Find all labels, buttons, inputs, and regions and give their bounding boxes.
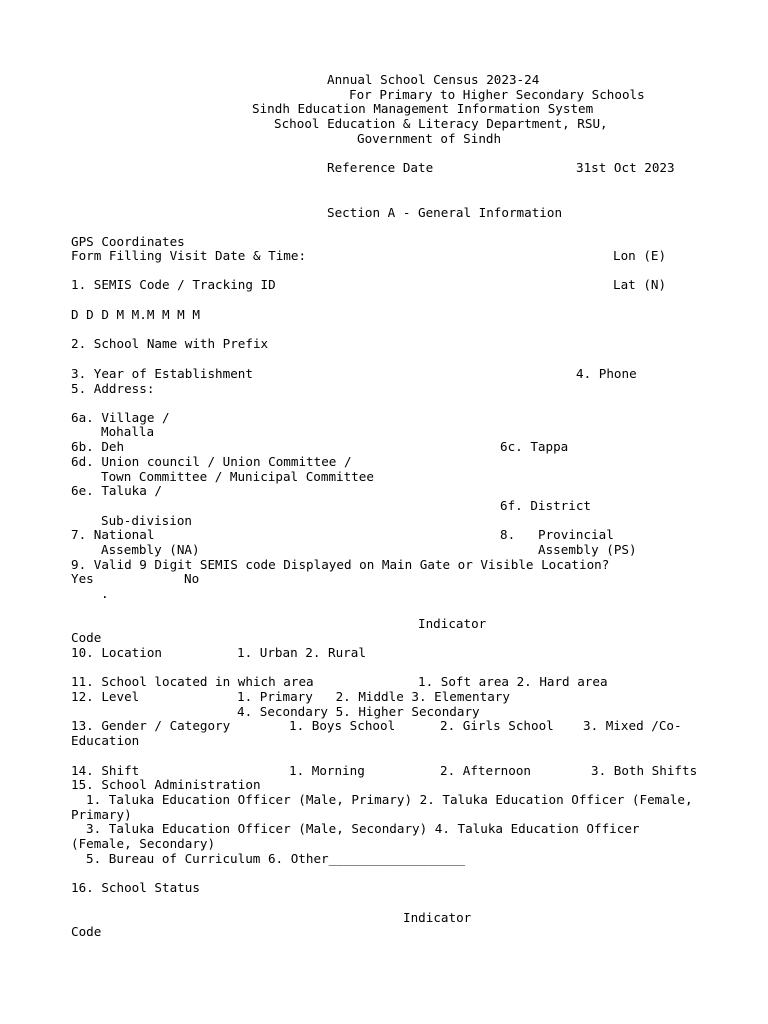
gender-option-mixed-cont: Education <box>71 733 140 748</box>
phone-label: 4. Phone <box>576 366 637 381</box>
indicator-heading-2: Indicator <box>403 910 472 925</box>
coordinate-format: D D D M M.M M M M <box>71 307 200 322</box>
subdivision-label: Sub-division <box>101 513 192 528</box>
union-council-label: 6d. Union council / Union Committee / <box>71 454 352 469</box>
visit-date-label: Form Filling Visit Date & Time: <box>71 248 307 263</box>
town-committee-label: Town Committee / Municipal Committee <box>101 469 374 484</box>
yes-option: Yes <box>71 571 94 586</box>
level-label: 12. Level <box>71 689 140 704</box>
administration-options-1: 1. Taluka Education Officer (Male, Primary) 2. Taluka Education Officer (Female, <box>86 792 693 807</box>
gender-option-girls: 2. Girls School <box>440 718 554 733</box>
gender-option-boys: 1. Boys School <box>289 718 396 733</box>
no-option: No <box>184 571 200 586</box>
district-label: 6f. District <box>500 498 591 513</box>
village-label: 6a. Village / <box>71 410 170 425</box>
level-options-1: 1. Primary 2. Middle 3. Elementary <box>237 689 510 704</box>
government-name: Government of Sindh <box>357 131 502 146</box>
administration-options-1-cont: Primary) <box>71 807 132 822</box>
area-label: 11. School located in which area <box>71 674 314 689</box>
gender-option-mixed: 3. Mixed /Co- <box>583 718 682 733</box>
tappa-label: 6c. Tappa <box>500 439 569 454</box>
level-options-2: 4. Secondary 5. Higher Secondary <box>237 704 480 719</box>
semis-display-question: 9. Valid 9 Digit SEMIS code Displayed on Main Gate or Visible Location? <box>71 557 610 572</box>
provincial-assembly-suffix: Assembly (PS) <box>538 542 637 557</box>
administration-options-2: 3. Taluka Education Officer (Male, Secondary) 4. Taluka Education Officer <box>86 821 640 836</box>
shift-option-both: 3. Both Shifts <box>591 763 698 778</box>
gender-label: 13. Gender / Category <box>71 718 231 733</box>
census-title: Annual School Census 2023-24 <box>327 72 540 87</box>
national-assembly-label: 7. National <box>71 527 155 542</box>
indicator-heading: Indicator <box>418 616 487 631</box>
code-heading: Code <box>71 630 102 645</box>
area-options: 1. Soft area 2. Hard area <box>418 674 608 689</box>
address-label: 5. Address: <box>71 381 155 396</box>
lat-label: Lat (N) <box>613 277 667 292</box>
shift-option-morning: 1. Morning <box>289 763 365 778</box>
location-options: 1. Urban 2. Rural <box>237 645 366 660</box>
school-status-label: 16. School Status <box>71 880 200 895</box>
gps-label: GPS Coordinates <box>71 234 185 249</box>
provincial-number: 8. <box>500 527 516 542</box>
shift-option-afternoon: 2. Afternoon <box>440 763 531 778</box>
administration-options-2-cont: (Female, Secondary) <box>71 836 216 851</box>
school-name-label: 2. School Name with Prefix <box>71 336 269 351</box>
system-name: Sindh Education Management Information System <box>252 101 594 116</box>
reference-date-label: Reference Date <box>327 160 434 175</box>
reference-date-value: 31st Oct 2023 <box>576 160 675 175</box>
census-subtitle: For Primary to Higher Secondary Schools <box>349 87 645 102</box>
location-label: 10. Location <box>71 645 162 660</box>
code-heading-2: Code <box>71 924 102 939</box>
shift-label: 14. Shift <box>71 763 140 778</box>
semis-code-label: 1. SEMIS Code / Tracking ID <box>71 277 276 292</box>
provincial-assembly-label: Provincial <box>538 527 614 542</box>
administration-options-3: 5. Bureau of Curriculum 6. Other__________________ <box>86 851 466 866</box>
department-name: School Education & Literacy Department, RSU, <box>274 116 608 131</box>
lon-label: Lon (E) <box>613 248 667 263</box>
deh-label: 6b. Deh <box>71 439 125 454</box>
section-title: Section A - General Information <box>327 205 563 220</box>
administration-label: 15. School Administration <box>71 777 261 792</box>
national-assembly-suffix: Assembly (NA) <box>101 542 200 557</box>
taluka-label: 6e. Taluka / <box>71 483 162 498</box>
dot-mark: . <box>101 586 109 601</box>
mohalla-label: Mohalla <box>101 424 155 439</box>
year-establishment-label: 3. Year of Establishment <box>71 366 253 381</box>
